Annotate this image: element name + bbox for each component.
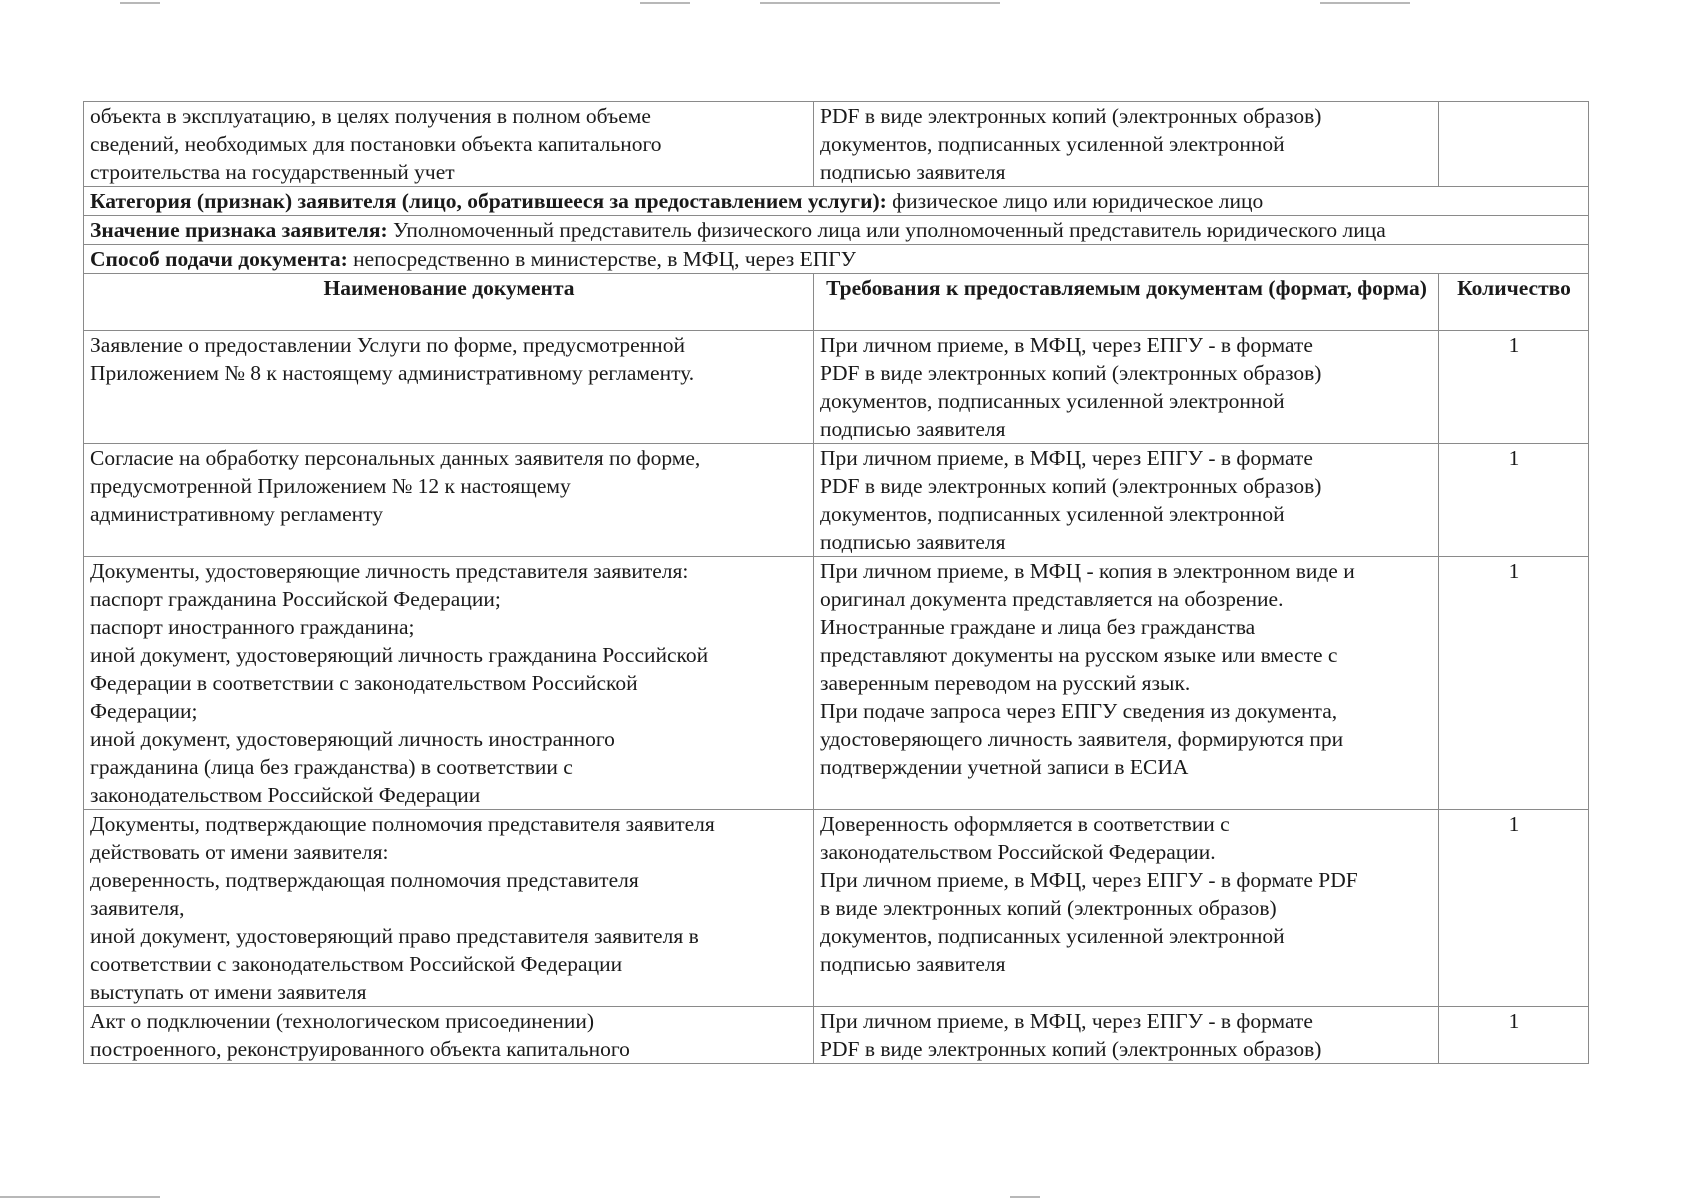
document-name-cell: Документы, удостоверяющие личность представителя заявителя: паспорт гражданина Российской Федерации; паспорт иностранного гражданина; иной документ, удостоверяющий личность гражданина Российской Федерации в соответствии с законодательством Российской Федерации; иной документ, удостоверяющий личность иностранного гражданина (лица без гражданства) в соответствии с законодательством Российской Федерации	[84, 557, 814, 810]
document-name-cell: Заявление о предоставлении Услуги по форме, предусмотренной Приложением № 8 к настоящему административному регламенту.	[84, 331, 814, 444]
applicant-attribute-value: Уполномоченный представитель физического лица или уполномоченный представитель юридического лица	[387, 218, 1386, 242]
scan-artifact-line	[1320, 2, 1410, 4]
table-row	[84, 1007, 1589, 1064]
submission-method-label: Способ подачи документа:	[90, 247, 348, 271]
requirements-cell: При личном приеме, в МФЦ, через ЕПГУ - в формате PDF в виде электронных копий (электронных образов)	[814, 1007, 1439, 1064]
quantity-cell: 1	[1439, 557, 1589, 810]
document-name-cell: Документы, подтверждающие полномочия представителя заявителя действовать от имени заявителя: доверенность, подтверждающая полномочия представителя заявителя, иной документ, удостоверяющий право представителя заявителя в соответствии с законодательством Российской Федерации выступать от имени заявителя	[84, 810, 814, 1007]
header-quantity: Количество	[1439, 274, 1589, 331]
quantity-cell: 1	[1439, 444, 1589, 557]
submission-method-row	[84, 245, 1589, 274]
table-header-row	[84, 274, 1589, 331]
table-row	[84, 557, 1589, 810]
quantity-cell: 1	[1439, 1007, 1589, 1064]
scan-artifact-line	[640, 2, 690, 4]
continuation-quantity-cell	[1439, 102, 1589, 187]
applicant-attribute-row	[84, 216, 1589, 245]
documents-table	[83, 101, 1589, 1064]
scan-artifact-line	[760, 2, 1000, 4]
table-row	[84, 331, 1589, 444]
header-document-name: Наименование документа	[84, 274, 814, 331]
requirements-cell: При личном приеме, в МФЦ, через ЕПГУ - в формате PDF в виде электронных копий (электронных образов) документов, подписанных усиленной электронной подписью заявителя	[814, 444, 1439, 557]
continuation-row	[84, 102, 1589, 187]
header-requirements: Требования к предоставляемым документам (формат, форма)	[814, 274, 1439, 331]
document-name-cell: Согласие на обработку персональных данных заявителя по форме, предусмотренной Приложением № 12 к настоящему административному регламенту	[84, 444, 814, 557]
scan-artifact-line	[120, 2, 160, 4]
applicant-category-label: Категория (признак) заявителя (лицо, обратившееся за предоставлением услуги):	[90, 189, 887, 213]
applicant-category-value: физическое лицо или юридическое лицо	[886, 189, 1264, 213]
continuation-name-cell: объекта в эксплуатацию, в целях получения в полном объеме сведений, необходимых для постановки объекта капитального строительства на государственный учет	[84, 102, 814, 187]
requirements-cell: Доверенность оформляется в соответствии с законодательством Российской Федерации. При личном приеме, в МФЦ, через ЕПГУ - в формате PDF в виде электронных копий (электронных образов) документов, подписанных усиленной электронной подписью заявителя	[814, 810, 1439, 1007]
applicant-attribute-label: Значение признака заявителя:	[90, 218, 388, 242]
submission-method-cell	[84, 245, 1589, 274]
requirements-cell: При личном приеме, в МФЦ, через ЕПГУ - в формате PDF в виде электронных копий (электронных образов) документов, подписанных усиленной электронной подписью заявителя	[814, 331, 1439, 444]
continuation-requirements-cell: PDF в виде электронных копий (электронных образов) документов, подписанных усиленной электронной подписью заявителя	[814, 102, 1439, 187]
applicant-attribute-cell	[84, 216, 1589, 245]
scan-artifact-line	[1010, 1196, 1040, 1198]
table-row	[84, 810, 1589, 1007]
applicant-category-row	[84, 187, 1589, 216]
requirements-cell: При личном приеме, в МФЦ - копия в электронном виде и оригинал документа представляется на обозрение. Иностранные граждане и лица без гражданства представляют документы на русском языке или вместе с заверенным переводом на русский язык. При подаче запроса через ЕПГУ сведения из документа, удостоверяющего личность заявителя, формируются при подтверждении учетной записи в ЕСИА	[814, 557, 1439, 810]
submission-method-value: непосредственно в министерстве, в МФЦ, через ЕПГУ	[347, 247, 856, 271]
quantity-cell: 1	[1439, 810, 1589, 1007]
document-name-cell: Акт о подключении (технологическом присоединении) построенного, реконструированного объекта капитального	[84, 1007, 814, 1064]
applicant-category-cell	[84, 187, 1589, 216]
table-row	[84, 444, 1589, 557]
quantity-cell: 1	[1439, 331, 1589, 444]
scan-artifact-line	[0, 1196, 160, 1198]
